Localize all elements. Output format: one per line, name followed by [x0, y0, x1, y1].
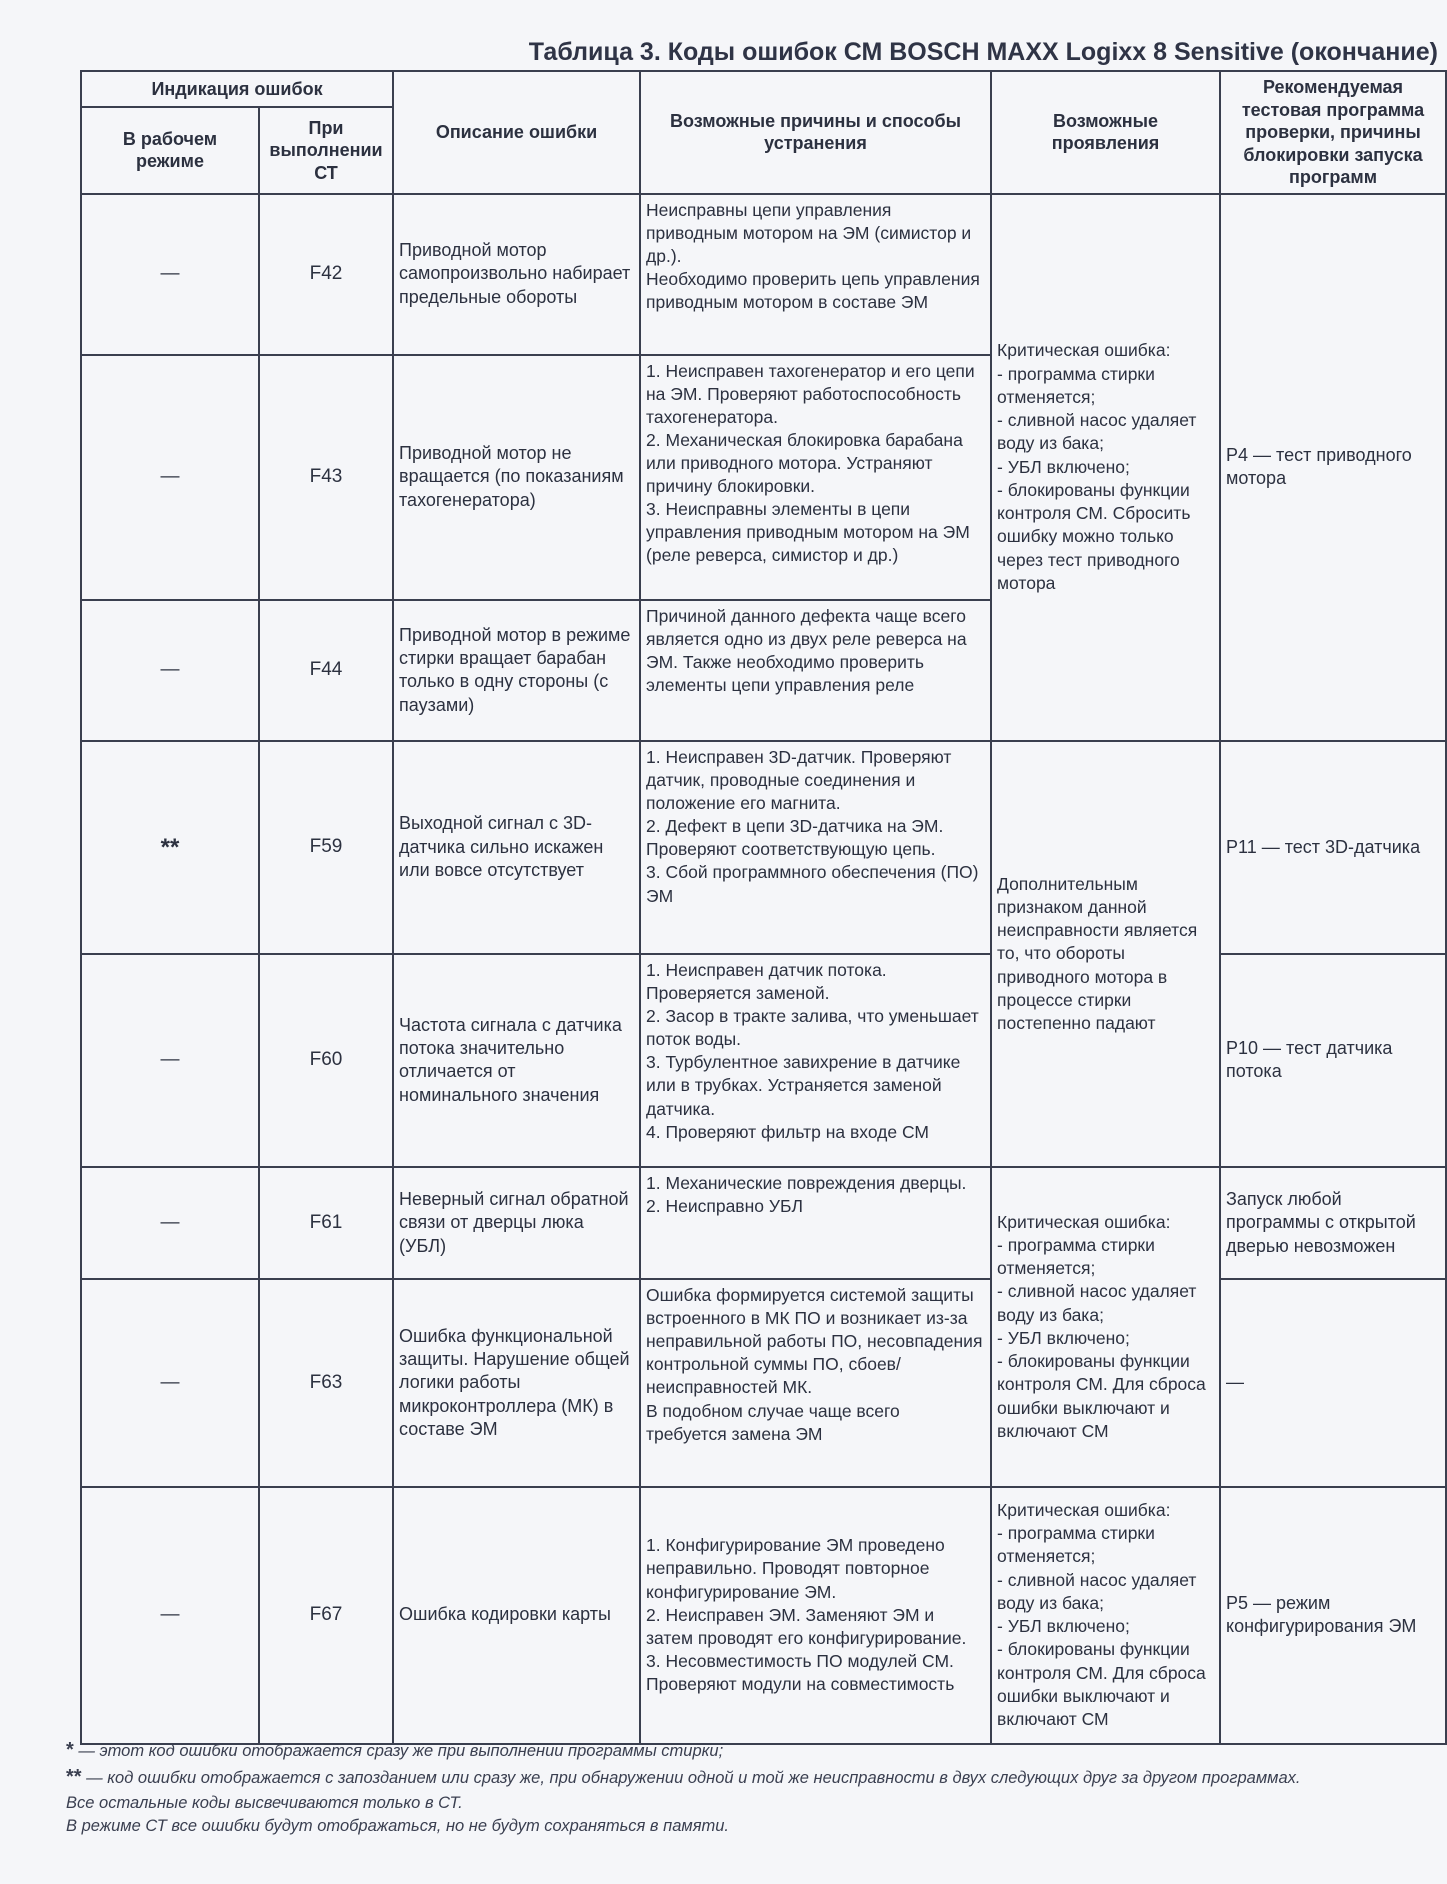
error-code: F63 [259, 1279, 393, 1487]
footnote-2-mark: ** [66, 1766, 82, 1789]
indication-cell: — [81, 954, 259, 1167]
footnote-3: Все остальные коды высвечиваются только в СТ. [66, 1793, 463, 1812]
error-causes: 1. Неисправен датчик потока. Проверяется заменой. 2. Засор в тракте залива, что уменьшает поток воды. 3. Турбулентное завихрение в датчике или в трубках. Устраняется заменой датчика. 4. Проверяют фильтр на входе СМ [640, 954, 991, 1167]
error-description: Неверный сигнал обратной связи от дверцы люка (УБЛ) [393, 1167, 640, 1279]
program-cell: P11 — тест 3D-датчика [1220, 741, 1446, 954]
table-title: Таблица 3. Коды ошибок СМ BOSCH MAXX Logixx 8 Sensitive (окончание) [528, 38, 1438, 66]
indication-cell: ** [81, 741, 259, 954]
header-description: Описание ошибки [393, 71, 640, 194]
indication-cell: — [81, 1167, 259, 1279]
error-description: Ошибка функциональной защиты. Нарушение общей логики работы микроконтроллера (МК) в составе ЭМ [393, 1279, 640, 1487]
error-code: F60 [259, 954, 393, 1167]
error-code: F59 [259, 741, 393, 954]
table-row [81, 194, 1446, 355]
error-code: F44 [259, 600, 393, 741]
error-causes: Причиной данного дефекта чаще всего является одно из двух реле реверса на ЭМ. Также необходимо проверить элементы цепи управления реле [640, 600, 991, 741]
error-causes: 1. Неисправен 3D-датчик. Проверяют датчик, проводные соединения и положение его магнита. 2. Дефект в цепи 3D-датчика на ЭМ. Проверяют соответствующую цепь. 3. Сбой программного обеспечения (ПО) ЭМ [640, 741, 991, 954]
table-row [81, 1167, 1446, 1279]
program-cell: P5 — режим конфигурирования ЭМ [1220, 1487, 1446, 1744]
indication-cell: — [81, 355, 259, 600]
program-cell: Запуск любой программы с открытой дверью невозможен [1220, 1167, 1446, 1279]
footnotes [66, 1738, 1436, 1839]
error-code: F67 [259, 1487, 393, 1744]
header-indication: Индикация ошибок [81, 71, 393, 107]
table-row [81, 741, 1446, 954]
footnote-2-text: — код ошибки отображается с запозданием или сразу же, при обнаружении одной и той же неисправности в двух следующих друг за другом программах. [81, 1769, 1301, 1788]
error-causes: 1. Конфигурирование ЭМ проведено неправильно. Проводят повторное конфигурирование ЭМ. 2. Неисправен ЭМ. Заменяют ЭМ и затем проводят его конфигурирование. 3. Несовместимость ПО модулей СМ. Проверяют модули на совместимость [640, 1487, 991, 1744]
error-description: Частота сигнала с датчика потока значительно отличается от номинального значения [393, 954, 640, 1167]
table-row [81, 954, 1446, 1167]
manifestations-cell: Критическая ошибка: - программа стирки отменяется; - сливной насос удаляет воду из бака; - УБЛ включено; - блокированы функции контроля СМ. Для сброса ошибки выключают и включают СМ [991, 1487, 1220, 1744]
error-causes: Ошибка формируется системой защиты встроенного в МК ПО и возникает из-за неправильной работы ПО, несовпадения контрольной суммы ПО, сбоев/неисправностей МК. В подобном случае чаще всего требуется замена ЭМ [640, 1279, 991, 1487]
header-ct-mode: При выполнении СТ [259, 107, 393, 193]
program-cell: P4 — тест приводного мотора [1220, 194, 1446, 741]
footnote-1-text: — этот код ошибки отображается сразу же при выполнении программы стирки; [73, 1742, 724, 1760]
indication-cell: — [81, 600, 259, 741]
footnote-1 [66, 1738, 1436, 1763]
error-description: Приводной мотор не вращается (по показаниям тахогенератора) [393, 355, 640, 600]
header-manifestations: Возможные проявления [991, 71, 1220, 194]
header-work-mode: В рабочем режиме [81, 107, 259, 193]
manifestations-cell: Критическая ошибка: - программа стирки отменяется; - сливной насос удаляет воду из бака; - УБЛ включено; - блокированы функции контроля СМ. Сбросить ошибку можно только через тест приводного мотора [991, 194, 1220, 741]
header-causes: Возможные причины и способы устранения [640, 71, 991, 194]
error-description: Приводной мотор самопроизвольно набирает предельные обороты [393, 194, 640, 355]
manifestations-cell: Дополнительным признаком данной неисправности является то, что обороты приводного мотора в процессе стирки постепенно падают [991, 741, 1220, 1167]
table-row [81, 1487, 1446, 1744]
indication-cell: — [81, 1279, 259, 1487]
error-code: F42 [259, 194, 393, 355]
error-causes: 1. Неисправен тахогенератор и его цепи на ЭМ. Проверяют работоспособность тахогенератора. 2. Механическая блокировка барабана или приводного мотора. Устраняют причину блокировки. 3. Неисправны элементы в цепи управления приводным мотором на ЭМ (реле реверса, симистор и др.) [640, 355, 991, 600]
footnote-1-mark: * [66, 1739, 74, 1761]
indication-cell: — [81, 1487, 259, 1744]
error-description: Выходной сигнал с 3D-датчика сильно искажен или вовсе отсутствует [393, 741, 640, 954]
error-causes: Неисправны цепи управления приводным мотором на ЭМ (симистор и др.). Необходимо проверить цепь управления приводным мотором в составе ЭМ [640, 194, 991, 355]
header-program: Рекомендуемая тестовая программа проверки, причины блокировки запуска программ [1220, 71, 1446, 194]
footnote-2 [66, 1765, 1436, 1790]
error-causes: 1. Механические повреждения дверцы. 2. Неисправно УБЛ [640, 1167, 991, 1279]
error-code: F43 [259, 355, 393, 600]
manifestations-cell: Критическая ошибка: - программа стирки отменяется; - сливной насос удаляет воду из бака; - УБЛ включено; - блокированы функции контроля СМ. Для сброса ошибки выключают и включают СМ [991, 1167, 1220, 1487]
program-cell: — [1220, 1279, 1446, 1487]
error-code: F61 [259, 1167, 393, 1279]
table-row [81, 1279, 1446, 1487]
footnote-4: В режиме СТ все ошибки будут отображаться, но не будут сохраняться в памяти. [66, 1816, 730, 1835]
error-codes-table [80, 70, 1447, 1745]
error-description: Приводной мотор в режиме стирки вращает барабан только в одну стороны (с паузами) [393, 600, 640, 741]
indication-cell: — [81, 194, 259, 355]
error-description: Ошибка кодировки карты [393, 1487, 640, 1744]
program-cell: P10 — тест датчика потока [1220, 954, 1446, 1167]
